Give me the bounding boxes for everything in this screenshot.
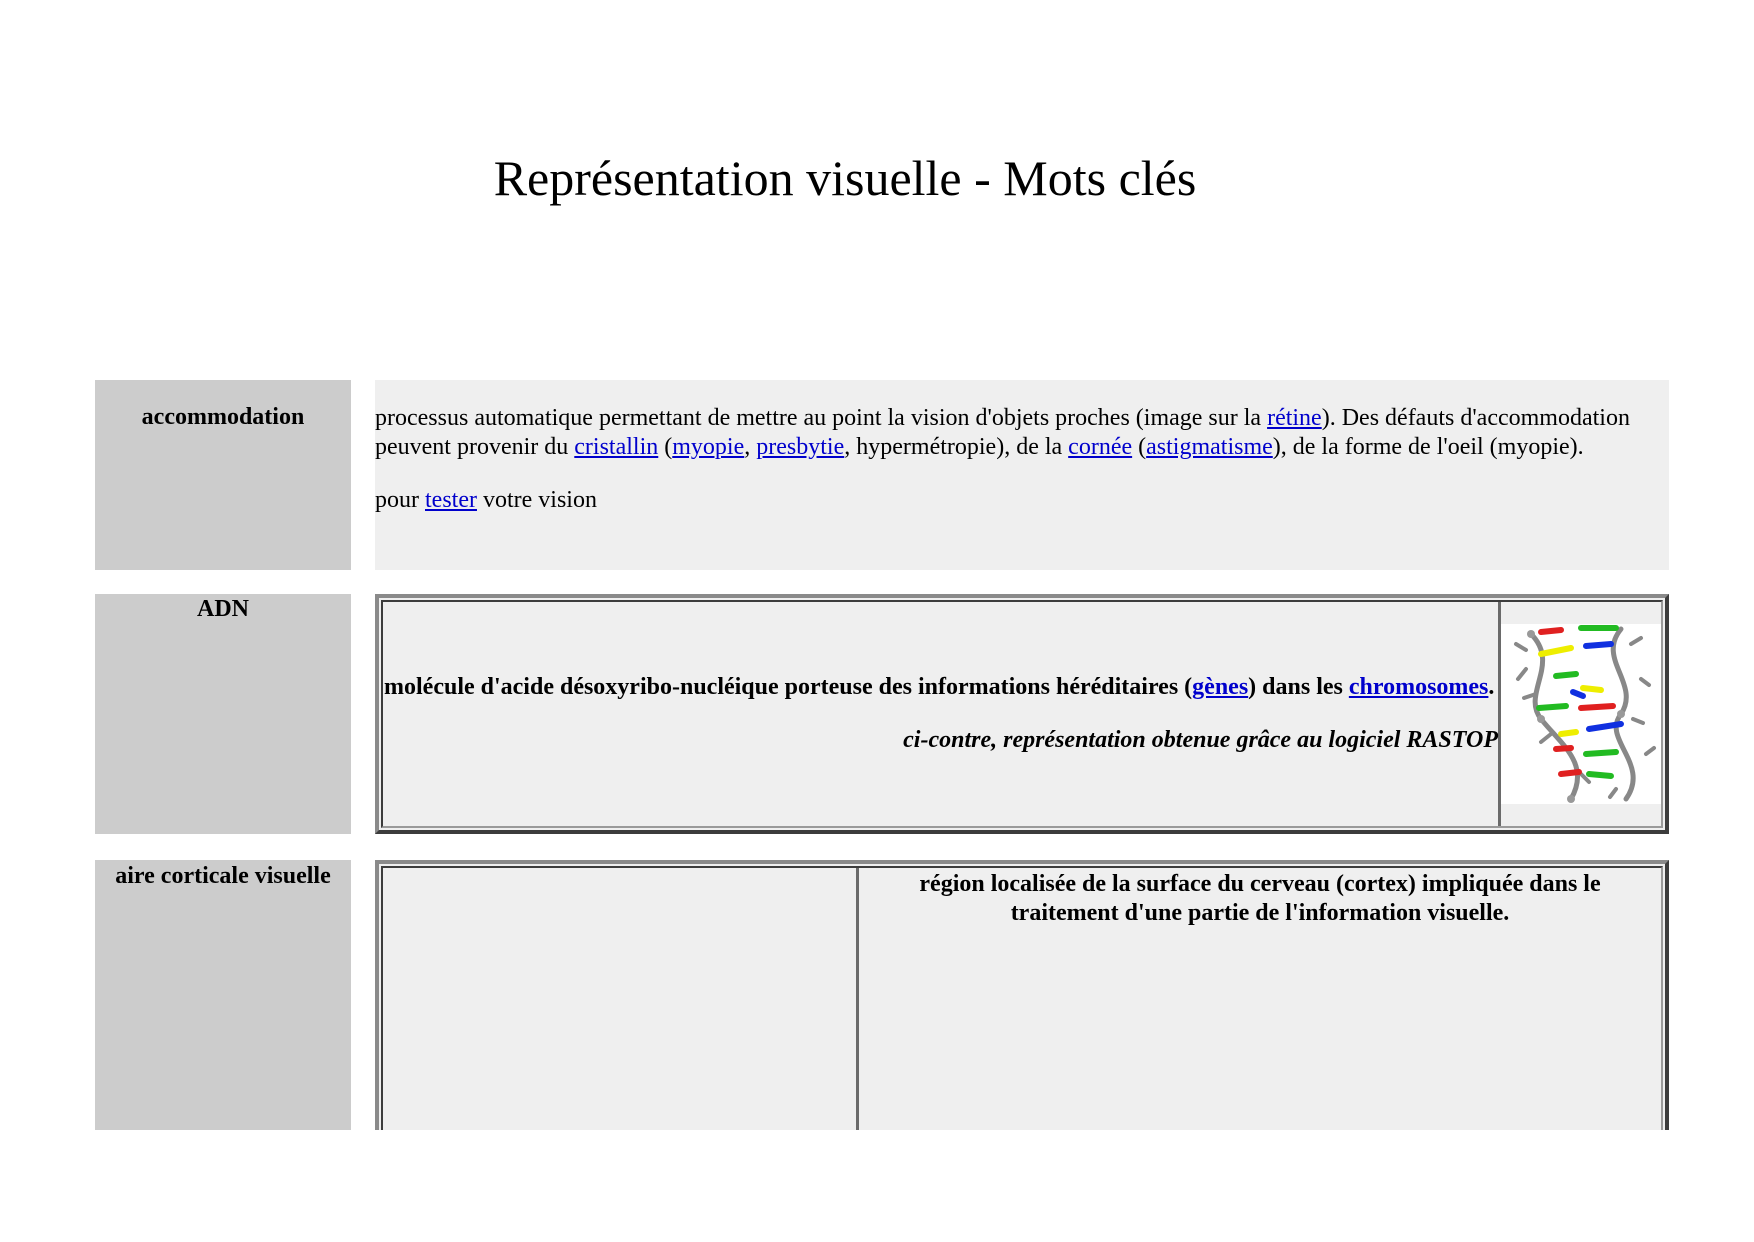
text: , [744,434,757,460]
definition-aire-corticale-visuelle [375,860,1669,1130]
text: . [1488,674,1495,700]
link-presbytie[interactable]: presbytie [756,434,845,460]
link-cornee[interactable]: cornée [1068,434,1133,460]
text: pour [375,487,425,513]
text: ). Des défauts d'accommodation peuvent provenir du [375,405,1630,460]
text: votre vision [476,487,597,513]
link-cristallin[interactable]: cristallin [574,434,659,460]
text: ), de la forme de l'oeil (myopie). [1272,434,1584,460]
term-accommodation: accommodation [95,380,351,570]
text: ( [658,434,673,460]
aire-table [381,866,1663,1130]
definition-paragraph [375,404,1669,462]
term-aire-corticale-visuelle: aire corticale visuelle [95,860,351,1130]
definition-adn [375,594,1669,834]
link-astigmatisme[interactable]: astigmatisme [1146,434,1273,460]
adn-table [381,600,1663,828]
adn-definition [384,673,1498,702]
text: ( [1132,434,1147,460]
test-vision-paragraph [375,486,1669,515]
text: ) dans les [1248,674,1349,700]
link-chromosomes[interactable]: chromosomes [1348,674,1489,700]
definition-accommodation [375,380,1669,570]
link-genes[interactable]: gènes [1192,674,1249,700]
adn-image-cell [1501,602,1661,826]
dna-molecule-icon [1501,624,1661,804]
term-adn: ADN [95,594,351,834]
adn-caption: ci-contre, représentation obtenue grâce au logiciel RASTOP [903,727,1498,753]
text: molécule d'acide désoxyribo-nucléique porteuse des informations héréditaires ( [384,674,1193,700]
page-title: Représentation visuelle - Mots clés [493,150,1197,206]
aire-empty-cell [383,868,859,1130]
link-myopie[interactable]: myopie [672,434,745,460]
aire-definition: région localisée de la surface du cerveau (cortex) impliquée dans le traitement d'une partie de l'information visuelle. [919,871,1601,926]
adn-text-cell [383,602,1501,826]
text: , hypermétropie), de la [844,434,1069,460]
text: processus automatique permettant de mettre au point la vision d'objets proches (image sur la [375,405,1268,431]
link-retine[interactable]: rétine [1267,405,1322,431]
link-tester[interactable]: tester [425,487,477,513]
